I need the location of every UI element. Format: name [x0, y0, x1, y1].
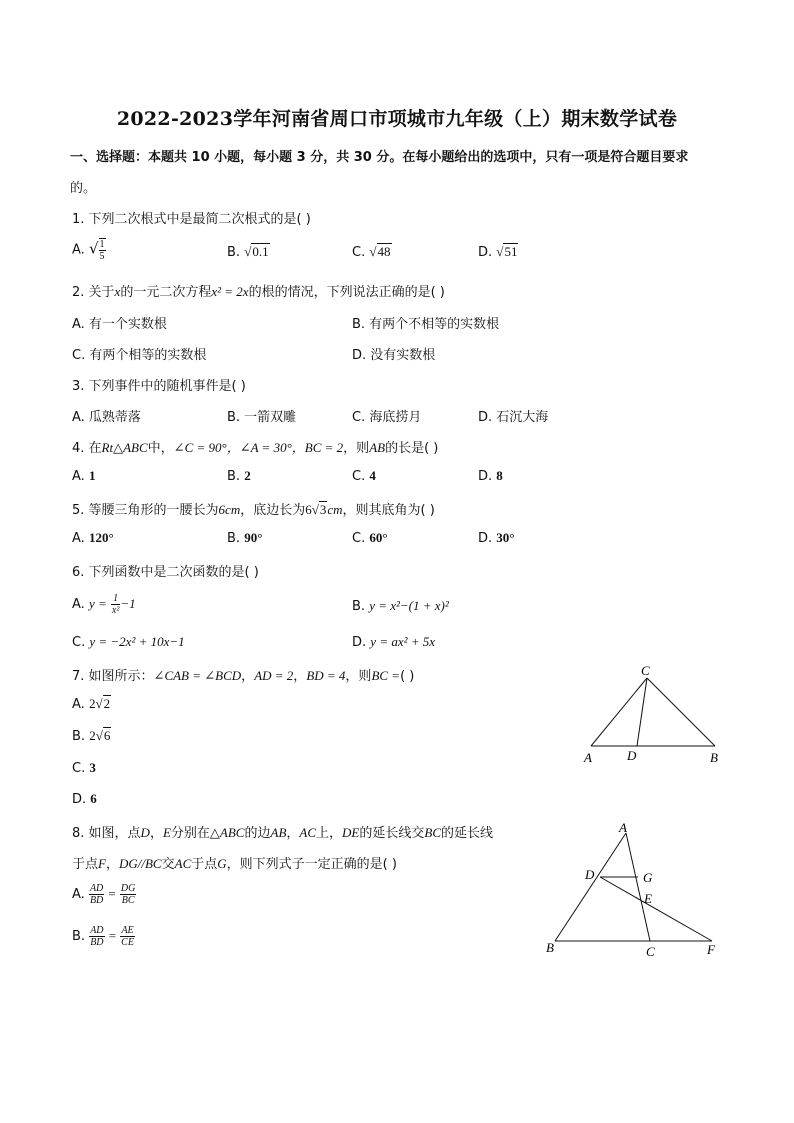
label-e: E: [644, 891, 652, 906]
q1-option-b: B. √0.1: [227, 244, 269, 260]
label-d: D: [627, 748, 637, 763]
question-4-stem: 4. 在Rt△ABC中，∠C = 90°，∠A = 30°，BC = 2，则AB的长是( ): [72, 440, 439, 456]
q4-option-b: B. 2: [227, 468, 251, 484]
segment-ac: [626, 833, 650, 941]
q7-option-c: C. 3: [72, 760, 96, 776]
segment-cb: [647, 678, 715, 746]
q3-option-b: B. 一箭双雕: [227, 410, 297, 425]
q2-option-a: A. 有一个实数根: [72, 317, 167, 332]
q6-option-a: A. y = $\frac{1}{\text{x²}}$ −1: [72, 593, 136, 616]
q7-option-b: B. 2√6: [72, 728, 111, 744]
label-b: B: [546, 940, 554, 955]
label-d: D: [585, 867, 595, 882]
q2-option-b: B. 有两个不相等的实数根: [352, 317, 500, 332]
question-8-stem-line2: 于点F，DG//BC交AC于点G，则下列式子一定正确的是( ): [72, 856, 397, 872]
q6-option-b: B. y = x²−(1 + x)²: [352, 598, 449, 614]
q2-option-d: D. 没有实数根: [352, 348, 436, 363]
label-c: C: [641, 663, 650, 678]
label-b: B: [710, 750, 718, 765]
label-a: A: [584, 750, 592, 765]
q7-figure: [575, 660, 735, 772]
q1-option-c: C. √48: [352, 244, 391, 260]
question-5-stem: 5. 等腰三角形的一腰长为6cm，底边长为6√3cm，则其底角为( ): [72, 502, 435, 518]
q4-option-a: A. 1: [72, 468, 96, 484]
question-2-stem: 2. 关于x的一元二次方程x² = 2x的根的情况，下列说法正确的是( ): [72, 284, 445, 300]
question-3-stem: 3. 下列事件中的随机事件是( ): [72, 379, 246, 394]
section-heading-cont: 的。: [70, 181, 97, 196]
q4-option-c: C. 4: [352, 468, 376, 484]
q6-option-d: D. y = ax² + 5x: [352, 634, 436, 650]
q5-option-d: D. 30°: [478, 530, 515, 546]
q1-option-d: D. √51: [478, 244, 518, 260]
q8-option-a: A. $\frac{AD}{BD}$ = $\frac{DG}{BC}$: [72, 883, 136, 906]
q3-option-c: C. 海底捞月: [352, 410, 422, 425]
segment-df: [600, 877, 712, 941]
question-8-stem-line1: 8. 如图，点D，E分别在△ABC的边AB，AC上，DE的延长线交BC的延长线: [72, 825, 494, 841]
q3-option-a: A. 瓜熟蒂落: [72, 410, 141, 425]
q8-figure: [540, 820, 730, 965]
q2-option-c: C. 有两个相等的实数根: [72, 348, 207, 363]
q3-option-d: D. 石沉大海: [478, 410, 549, 425]
label-a: A: [619, 820, 627, 835]
question-1-stem: 1. 下列二次根式中是最简二次根式的是( ): [72, 212, 311, 227]
segment-ab: [555, 833, 626, 941]
question-7-stem: 7. 如图所示：∠CAB = ∠BCD，AD = 2，BD = 4，则BC =( ): [72, 668, 415, 684]
label-c: C: [646, 944, 655, 959]
q6-option-c: C. y = −2x² + 10x−1: [72, 634, 185, 650]
q7-option-a: A. 2√2: [72, 696, 111, 712]
q5-option-b: B. 90°: [227, 530, 263, 546]
page-title: 2022-2023学年河南省周口市项城市九年级（上）期末数学试卷: [116, 108, 678, 130]
label-g: G: [643, 870, 653, 885]
label-f: F: [707, 942, 715, 957]
q1-option-a: A. √ $\frac{1}{5}$: [72, 239, 105, 262]
q5-option-c: C. 60°: [352, 530, 388, 546]
q7-option-d: D. 6: [72, 791, 97, 807]
section-heading: 一、选择题：本题共 10 小题，每小题 3 分，共 30 分。在每小题给出的选项中，只有一项是符合题目要求: [70, 150, 689, 165]
q4-option-d: D. 8: [478, 468, 503, 484]
question-6-stem: 6. 下列函数中是二次函数的是( ): [72, 565, 259, 580]
q8-option-b: B. $\frac{AD}{BD}$ = $\frac{AE}{CE}$: [72, 925, 134, 948]
q5-option-a: A. 120°: [72, 530, 114, 546]
